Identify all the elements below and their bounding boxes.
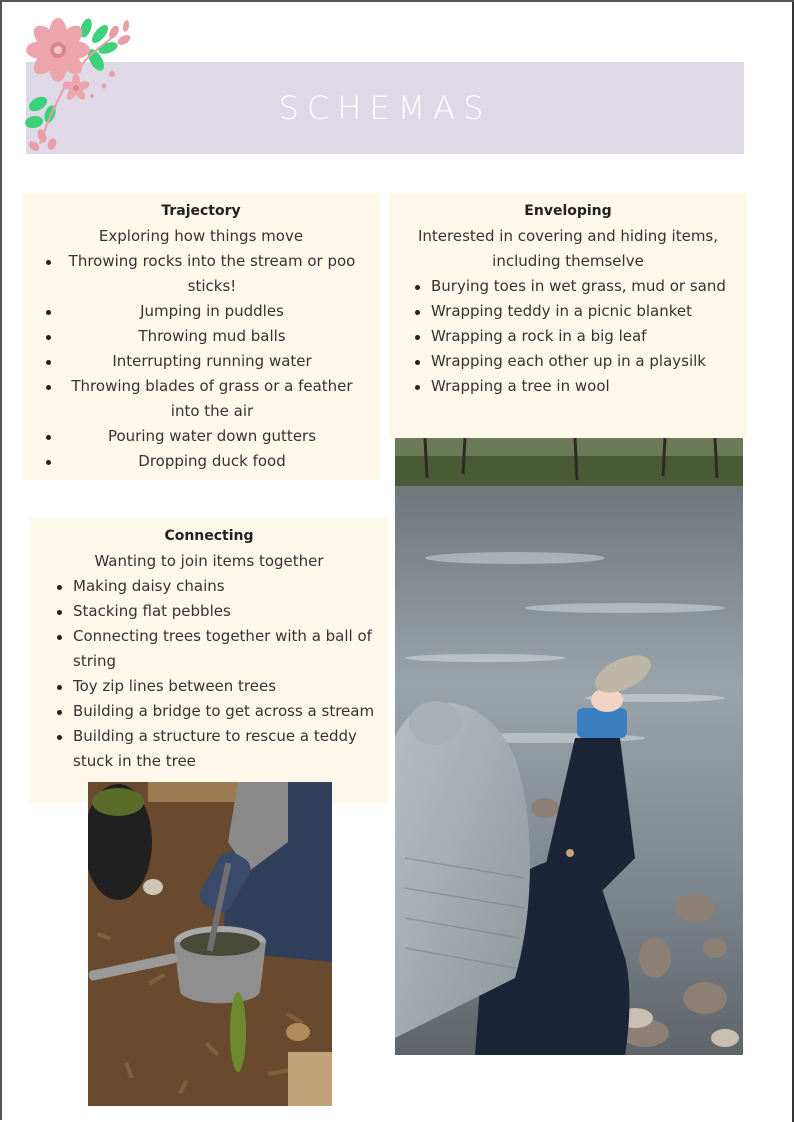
list-item: Stacking flat pebbles	[42, 599, 376, 624]
page-title: SCHEMAS	[278, 89, 492, 127]
floral-decoration-icon	[16, 14, 140, 154]
list-item: Throwing blades of grass or a feather into the air	[34, 374, 368, 424]
enveloping-list	[401, 274, 735, 399]
enveloping-heading: Enveloping	[524, 203, 612, 219]
mud-play-photo	[88, 782, 332, 1106]
trajectory-list	[34, 249, 368, 474]
list-item: Pouring water down gutters	[34, 424, 368, 449]
river-photo	[395, 438, 743, 1055]
list-item: Interrupting running water	[34, 349, 368, 374]
trajectory-card	[22, 193, 380, 480]
list-item: Jumping in puddles	[34, 299, 368, 324]
connecting-intro: Wanting to join items together	[94, 552, 324, 570]
list-item: Building a bridge to get across a stream	[42, 699, 376, 724]
list-item: Burying toes in wet grass, mud or sand	[401, 274, 735, 299]
enveloping-card	[389, 193, 747, 438]
list-item: Dropping duck food	[34, 449, 368, 474]
list-item: Wrapping each other up in a playsilk	[401, 349, 735, 374]
list-item: Toy zip lines between trees	[42, 674, 376, 699]
list-item: Wrapping a rock in a big leaf	[401, 324, 735, 349]
list-item: Wrapping a tree in wool	[401, 374, 735, 399]
trajectory-intro: Exploring how things move	[98, 227, 304, 245]
list-item: Throwing rocks into the stream or poo sticks!	[34, 249, 368, 299]
trajectory-heading: Trajectory	[161, 203, 241, 219]
list-item: Making daisy chains	[42, 574, 376, 599]
connecting-card	[30, 518, 388, 803]
enveloping-intro: Interested in covering and hiding items, including themselve	[417, 227, 719, 270]
list-item: Wrapping teddy in a picnic blanket	[401, 299, 735, 324]
list-item: Connecting trees together with a ball of string	[42, 624, 376, 674]
list-item: Building a structure to rescue a teddy stuck in the tree	[42, 724, 376, 774]
connecting-heading: Connecting	[164, 528, 254, 544]
connecting-list	[42, 574, 376, 774]
list-item: Throwing mud balls	[34, 324, 368, 349]
